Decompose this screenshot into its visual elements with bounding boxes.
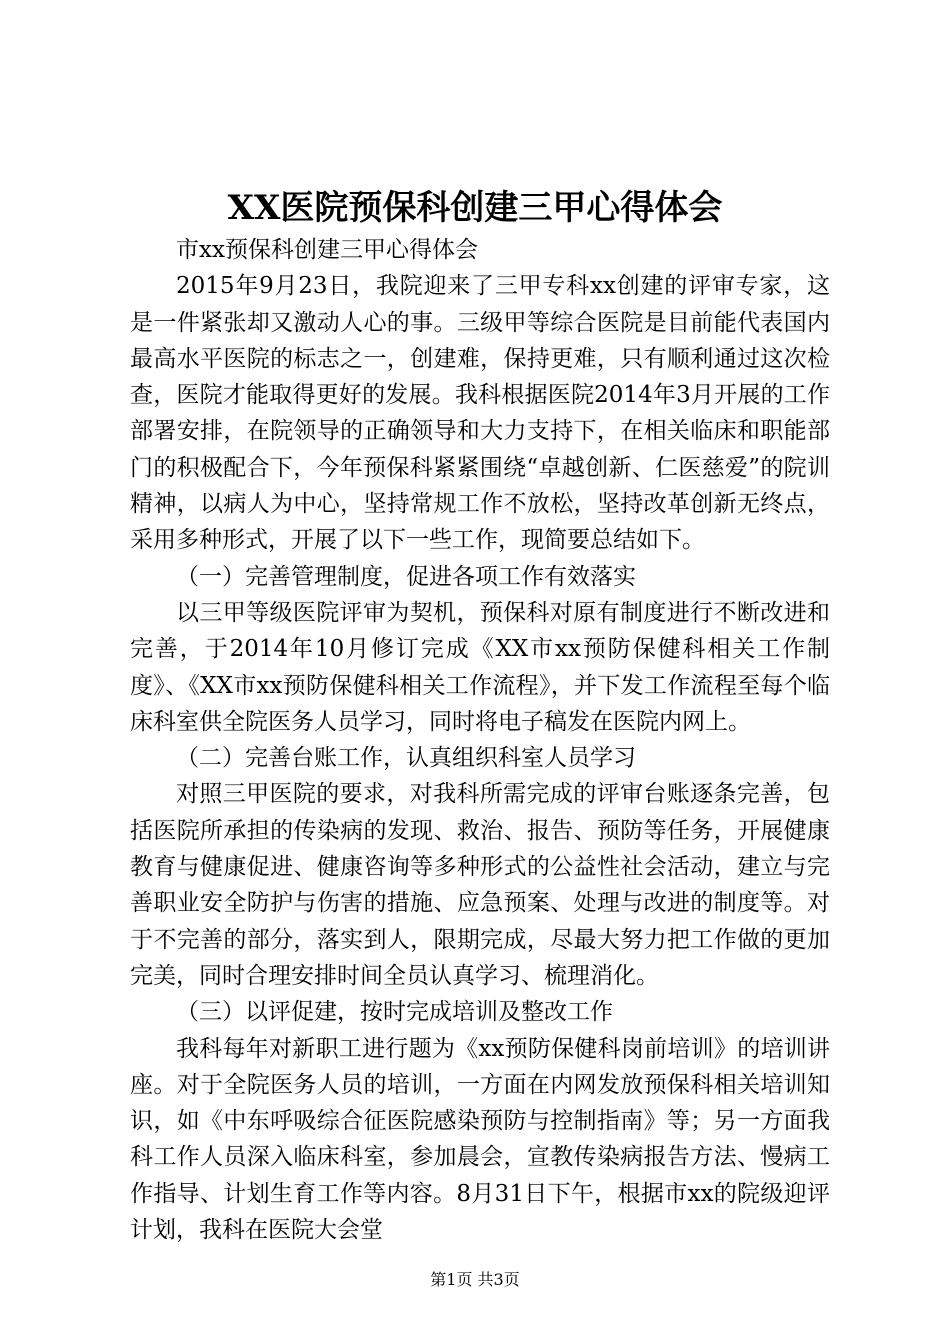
document-title: XX医院预保科创建三甲心得体会 [227,188,723,228]
paragraph-subtitle: 市xx预保科创建三甲心得体会 [176,237,478,263]
paragraph-section-3: 我科每年对新职工进行题为《xx预防保健科岗前培训》的培训讲座。对于全院医务人员的培训，一方面在内网发放预保科相关培训知识，如《中东呼吸综合征医院感染预防与控制指南》等；另一方面我科工作人员深入临床科室，参加晨会，宣教传染病报告方法、慢病工作指导、计划生育工作等内容。8月31日下午，根据市xx的院级迎评计划，我科在医院大会堂 [130,1035,830,1244]
paragraph-section-1: 以三甲等级医院评审为契机，预保科对原有制度进行不断改进和完善，于2014年10月修订完成《XX市xx预防保健科相关工作制度》、《XX市xx预防保健科相关工作流程》，并下发工作流程至每个临床科室供全院医务人员学习，同时将电子稿发在医院内网上。 [130,599,830,735]
section-heading-2: （二）完善台账工作，认真组织科室人员学习 [176,745,636,772]
section-heading-1: （一）完善管理制度，促进各项工作有效落实 [176,563,636,590]
document-body [130,232,830,1248]
section-heading-3: （三）以评促建，按时完成培训及整改工作 [176,999,613,1026]
page-number-footer: 第1页 共3页 [430,1270,520,1289]
paragraph-section-2: 对照三甲医院的要求，对我科所需完成的评审台账逐条完善，包括医院所承担的传染病的发现、救治、报告、预防等任务，开展健康教育与健康促进、健康咨询等多种形式的公益性社会活动，建立与完善职业安全防护与伤害的措施、应急预案、处理与改进的制度等。对于不完善的部分，落实到人，限期完成，尽最大努力把工作做的更加完美，同时合理安排时间全员认真学习、梳理消化。 [130,781,830,989]
paragraph-intro: 2015年9月23日，我院迎来了三甲专科xx创建的评审专家，这是一件紧张却又激动人心的事。三级甲等综合医院是目前能代表国内最高水平医院的标志之一，创建难，保持更难，只有顺利通过这次检查，医院才能取得更好的发展。我科根据医院2014年3月开展的工作部署安排，在院领导的正确领导和大力支持下，在相关临床和职能部门的积极配合下，今年预保科紧紧围绕“卓越创新、仁医慈爱”的院训精神，以病人为中心，坚持常规工作不放松，坚持改革创新无终点，采用多种形式，开展了以下一些工作，现简要总结如下。 [130,273,830,554]
